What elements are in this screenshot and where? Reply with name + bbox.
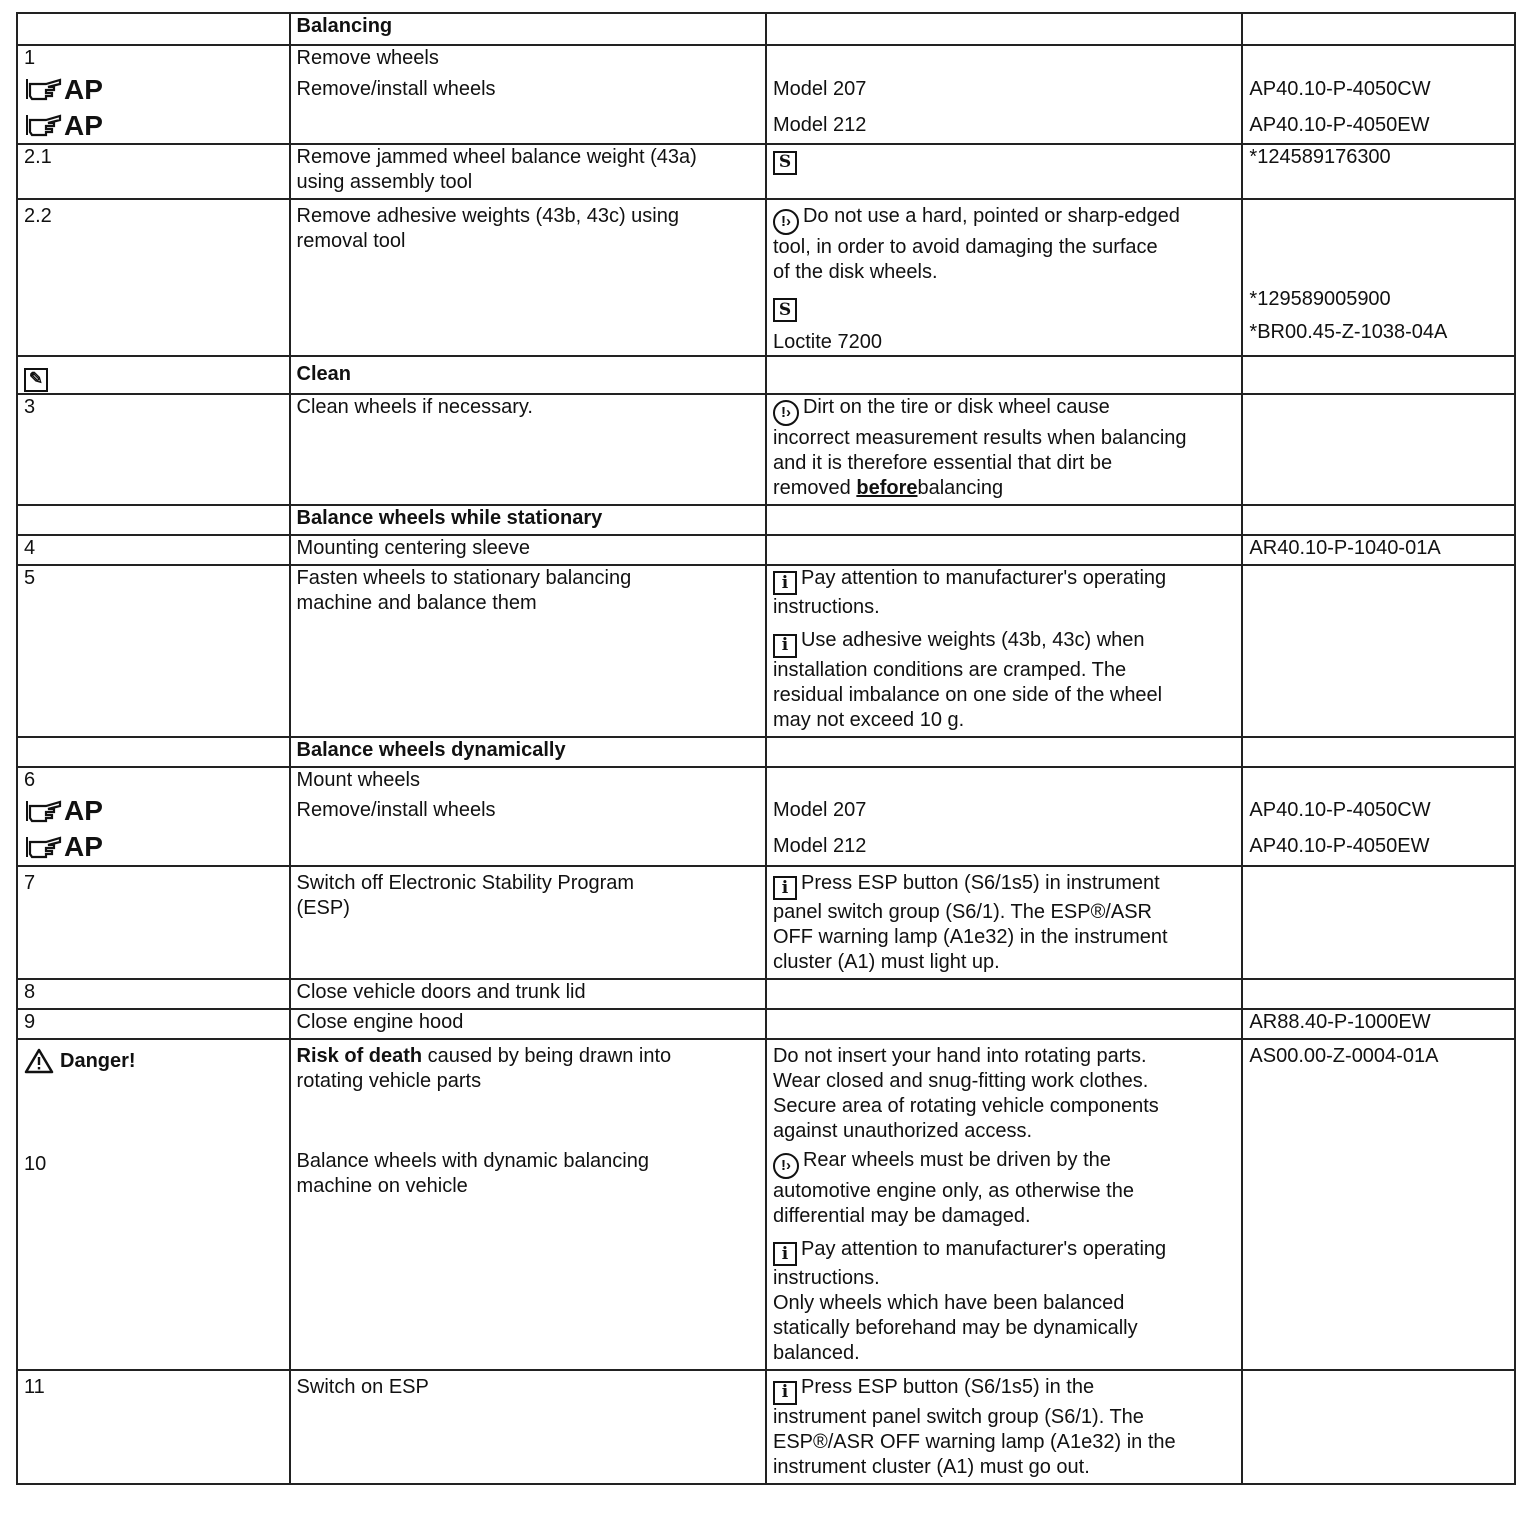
- doc-reference: *129589005900: [1249, 288, 1391, 310]
- note-text: Pay attention to manufacturer's operating: [800, 566, 1167, 589]
- step-text: Close engine hood: [296, 1011, 464, 1033]
- note-text: differential may be damaged.: [772, 1204, 1031, 1227]
- step-title: Mount wheels: [296, 768, 420, 791]
- step-subtitle: Remove/install wheels: [296, 799, 496, 821]
- model-label: Model 207: [772, 799, 867, 821]
- caution-circle-icon: !›: [773, 400, 799, 426]
- doc-reference: *BR00.45-Z-1038-04A: [1249, 321, 1448, 343]
- section-title: Balance wheels dynamically: [290, 737, 766, 767]
- note-text: instrument cluster (A1) must go out.: [772, 1455, 1090, 1478]
- ap-label: AP: [64, 831, 103, 862]
- table-row: [17, 1039, 1515, 1370]
- note-emphasis: before: [856, 476, 918, 499]
- table-row: [17, 767, 1515, 866]
- step-text: Remove adhesive weights (43b, 43c) using: [296, 205, 679, 227]
- note-text: cluster (A1) must light up.: [772, 951, 1000, 973]
- step-text: Close vehicle doors and trunk lid: [296, 981, 586, 1003]
- note-text: Press ESP button (S6/1s5) in the: [800, 1376, 1095, 1398]
- note-text: residual imbalance on one side of the wheel: [772, 683, 1163, 706]
- step-text: machine and balance them: [296, 591, 537, 614]
- step-number: 7: [24, 871, 36, 894]
- ap-label: AP: [64, 73, 103, 105]
- model-label: Model 212: [772, 113, 867, 136]
- note-text: may not exceed 10 g.: [772, 708, 965, 731]
- pointing-hand-icon: [24, 73, 103, 105]
- table-row: [17, 144, 1515, 199]
- note-text: OFF warning lamp (A1e32) in the instrument: [772, 926, 1168, 948]
- danger-label: [24, 1048, 136, 1074]
- doc-reference: AR88.40-P-1000EW: [1249, 1011, 1431, 1033]
- caution-circle-icon: !›: [773, 1153, 799, 1179]
- step-number: 11: [24, 1376, 45, 1398]
- danger-note: Wear closed and snug-fitting work clothes.: [772, 1070, 1149, 1092]
- model-label: Model 212: [772, 835, 867, 857]
- ap-label: AP: [64, 109, 103, 141]
- step-number: 4: [24, 536, 36, 559]
- section-header-stationary: [17, 505, 1515, 535]
- step-number: 6: [24, 768, 36, 791]
- ap-label: AP: [64, 795, 103, 826]
- section-header-balancing: [17, 13, 1515, 45]
- doc-reference: AR40.10-P-1040-01A: [1249, 536, 1441, 559]
- doc-reference: *124589176300: [1249, 146, 1391, 168]
- note-text: incorrect measurement results when balancing: [772, 426, 1187, 449]
- step-number: 2.2: [24, 205, 52, 227]
- section-title: Clean: [290, 356, 766, 394]
- step-text: Balance wheels with dynamic balancing: [296, 1150, 649, 1172]
- note-text: installation conditions are cramped. The: [772, 658, 1127, 681]
- info-icon: i: [773, 634, 797, 658]
- note-text: Only wheels which have been balanced: [772, 1292, 1125, 1314]
- step-number: 5: [24, 566, 36, 589]
- table-row: [17, 1009, 1515, 1039]
- note-text: instructions.: [772, 1267, 880, 1289]
- table-row: [17, 394, 1515, 505]
- table-row: [17, 199, 1515, 356]
- section-header-dynamic: [17, 737, 1515, 767]
- caution-circle-icon: !›: [773, 209, 799, 235]
- risk-heading: Risk of death: [296, 1045, 423, 1067]
- step-text: using assembly tool: [296, 171, 473, 193]
- procedure-table: [16, 12, 1516, 1485]
- note-text: Dirt on the tire or disk wheel cause: [802, 396, 1110, 418]
- note-text: instructions.: [772, 596, 880, 618]
- info-icon: i: [773, 1381, 797, 1405]
- info-icon: i: [773, 571, 797, 595]
- step-text: Clean wheels if necessary.: [296, 396, 533, 418]
- note-text: and it is therefore essential that dirt be: [772, 451, 1113, 474]
- step-number: 3: [24, 396, 36, 418]
- section-header-clean: [17, 356, 1515, 394]
- section-title: Balance wheels while stationary: [290, 505, 766, 535]
- step-number: 8: [24, 981, 36, 1003]
- info-icon: i: [773, 1242, 797, 1266]
- table-row: [17, 45, 1515, 144]
- step-number: 2.1: [24, 146, 52, 168]
- step-text: Switch on ESP: [296, 1376, 429, 1398]
- warning-triangle-icon: [24, 1048, 54, 1074]
- model-label: Model 207: [772, 77, 867, 100]
- risk-text: caused by being drawn into: [422, 1045, 672, 1067]
- step-subtitle: Remove/install wheels: [296, 77, 496, 100]
- pointing-hand-icon: [24, 109, 103, 141]
- special-tool-icon: S: [773, 151, 797, 175]
- note-text: Press ESP button (S6/1s5) in instrument: [800, 871, 1160, 894]
- note-text: instrument panel switch group (S6/1). The: [772, 1405, 1144, 1428]
- material-name: Loctite 7200: [772, 331, 882, 353]
- step-text: Fasten wheels to stationary balancing: [296, 566, 632, 589]
- table-row: [17, 535, 1515, 565]
- section-title: Balancing: [290, 13, 766, 45]
- doc-reference: AP40.10-P-4050EW: [1249, 113, 1430, 136]
- note-text: balancing: [917, 476, 1004, 499]
- danger-note: against unauthorized access.: [772, 1120, 1033, 1142]
- note-text: Rear wheels must be driven by the: [802, 1149, 1111, 1171]
- table-row: [17, 1370, 1515, 1484]
- step-text: (ESP): [296, 896, 350, 919]
- step-text: Remove jammed wheel balance weight (43a): [296, 146, 697, 168]
- step-text: removal tool: [296, 230, 406, 252]
- doc-reference: AP40.10-P-4050CW: [1249, 77, 1431, 100]
- pointing-hand-icon: [24, 795, 103, 826]
- note-text: Use adhesive weights (43b, 43c) when: [800, 629, 1145, 651]
- clean-icon: ✎: [24, 368, 48, 392]
- step-text: machine on vehicle: [296, 1175, 468, 1197]
- note-text: removed: [772, 476, 857, 499]
- note-text: ESP®/ASR OFF warning lamp (A1e32) in the: [772, 1430, 1176, 1453]
- note-text: of the disk wheels.: [772, 260, 938, 283]
- step-text: Switch off Electronic Stability Program: [296, 871, 635, 894]
- table-row: [17, 866, 1515, 980]
- step-number: 9: [24, 1011, 36, 1033]
- doc-reference: AP40.10-P-4050CW: [1249, 799, 1431, 821]
- danger-note: Do not insert your hand into rotating parts.: [772, 1045, 1147, 1067]
- doc-reference: AP40.10-P-4050EW: [1249, 835, 1430, 857]
- info-icon: i: [773, 876, 797, 900]
- note-text: Pay attention to manufacturer's operating: [800, 1237, 1167, 1260]
- step-title: Remove wheels: [296, 47, 439, 69]
- note-text: automotive engine only, as otherwise the: [772, 1179, 1134, 1202]
- note-text: Do not use a hard, pointed or sharp-edged: [802, 205, 1180, 227]
- note-text: panel switch group (S6/1). The ESP®/ASR: [772, 901, 1152, 923]
- table-row: [17, 979, 1515, 1009]
- danger-text: Danger!: [60, 1049, 136, 1072]
- table-row: [17, 565, 1515, 737]
- step-text: Mounting centering sleeve: [296, 536, 531, 559]
- step-number: 1: [24, 47, 36, 69]
- danger-note: Secure area of rotating vehicle components: [772, 1095, 1159, 1117]
- note-text: balanced.: [772, 1342, 860, 1364]
- risk-text: rotating vehicle parts: [296, 1070, 482, 1092]
- special-tool-icon: S: [773, 298, 797, 322]
- note-text: tool, in order to avoid damaging the surface: [772, 235, 1158, 258]
- note-text: statically beforehand may be dynamically: [772, 1317, 1138, 1339]
- doc-reference: AS00.00-Z-0004-01A: [1249, 1045, 1439, 1067]
- pointing-hand-icon: [24, 831, 103, 862]
- step-number: 10: [24, 1153, 47, 1175]
